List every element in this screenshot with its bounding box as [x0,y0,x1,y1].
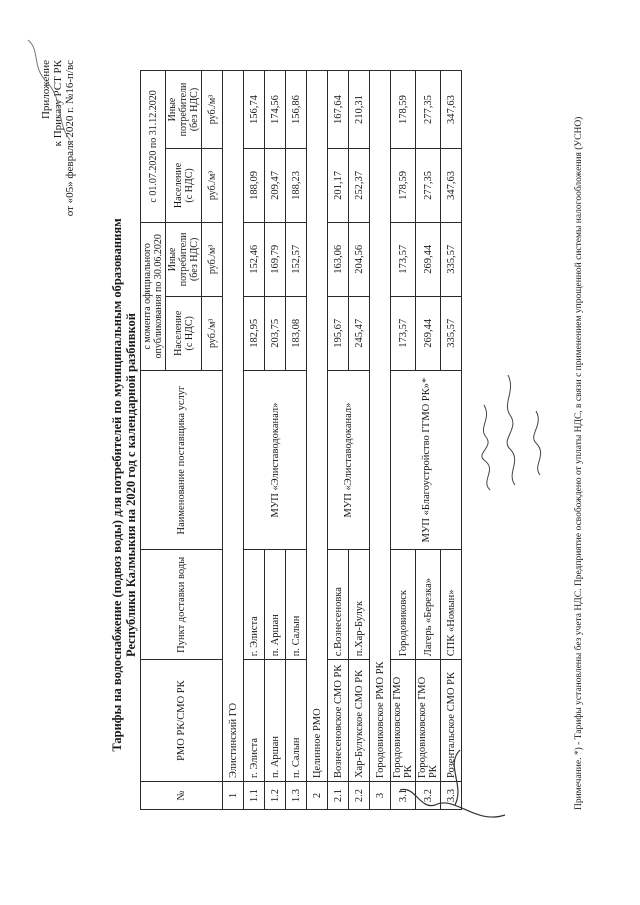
header-p1-population-vat: (с НДС) [183,316,195,351]
cell-p2-pop: 277,35 [416,148,441,222]
cell-p2-pop: 178,59 [391,148,416,222]
cell-p1-pop: 173,57 [391,296,416,370]
cell-rmo: Хар-Булукское СМО РК [349,660,370,782]
cell-p1-other: 173,57 [391,222,416,296]
header-num: № [141,782,223,810]
cell-point: с.Вознесеновка [328,550,349,660]
cell-p1-pop: 245,47 [349,296,370,370]
cell-p1-other: 163,06 [328,222,349,296]
cell-rmo: Розентальское СМО РК [441,660,462,782]
cell-p2-pop: 252,37 [349,148,370,222]
header-p1-population [166,296,202,370]
footnote [573,90,585,810]
header-period-1: с момента официального опубликования по 30.06.2020 [141,222,166,370]
cell-p1-other: 204,56 [349,222,370,296]
cell-p1-pop: 203,75 [265,296,286,370]
table-row [370,71,391,810]
header-period-2: с 01.07.2020 по 31.12.2020 [141,71,166,223]
header-unit-1: руб./м³ [202,296,223,370]
header-unit-3: руб./м³ [202,148,223,222]
cell-p1-pop: 182,95 [244,296,265,370]
table-row [244,71,265,810]
cell-num: 1 [223,782,244,810]
cell-p1-other: 152,57 [286,222,307,296]
header-p2-population [166,148,202,222]
header-unit-4: руб./м³ [202,71,223,149]
appendix-line-3: от «05» февраля 2020 г. №16-п/вс [64,60,76,217]
cell-p1-pop: 195,67 [328,296,349,370]
header-p2-other [166,71,202,149]
table-row [391,71,416,810]
corner-scribble [20,35,80,145]
cell-num: 3 [370,782,391,810]
cell-rmo: Элистинский ГО [223,71,244,782]
cell-point: Лагерь «Березка» [416,550,441,660]
cell-p2-other: 210,31 [349,71,370,149]
title-line-2: Республики Калмыкия на 2020 год с календарной разбивкой [124,313,138,657]
header-p1-other-vat: (без НДС) [189,237,200,282]
cell-num: 3.2 [416,782,441,810]
cell-rmo: Городовиковское ГМО РК [416,660,441,782]
footnote-label: Примечание. [574,757,584,810]
cell-p2-other: 277,35 [416,71,441,149]
cell-rmo: г. Элиста [244,660,265,782]
footnote-text: *) - Тарифы установлены без учета НДС. Предприятие освобождено от уплаты НДС, в связи с применением упрощенной системы налогообложения (УСНО) [574,116,584,756]
header-p1-other [166,222,202,296]
cell-point: п. Аршан [265,550,286,660]
cell-rmo: п. Салын [286,660,307,782]
cell-p1-pop: 335,57 [441,296,462,370]
cell-p1-other: 152,46 [244,222,265,296]
header-point: Пункт доставки воды [141,550,223,660]
cell-p2-pop: 188,23 [286,148,307,222]
cell-p2-other: 156,86 [286,71,307,149]
cell-p2-other: 167,64 [328,71,349,149]
cell-p1-other: 269,44 [416,222,441,296]
handwritten-certification [470,355,560,495]
cell-p2-other: 347,63 [441,71,462,149]
cell-num: 2.2 [349,782,370,810]
cell-rmo: Городовиковское ГМО РК [391,660,416,782]
table-row [307,71,328,810]
header-p1-population-label: Население [172,310,184,356]
cell-rmo: п. Аршан [265,660,286,782]
cell-p2-pop: 347,63 [441,148,462,222]
cell-rmo: Городовиковское РМО РК [370,71,391,782]
cell-point: СПК «Номын» [441,550,462,660]
tariff-table [140,70,462,810]
cell-num: 2.1 [328,782,349,810]
header-p2-population-vat: (с НДС) [183,168,195,203]
cell-p2-other: 178,59 [391,71,416,149]
signature-mark [395,745,515,835]
cell-p1-other: 169,79 [265,222,286,296]
cell-point: п. Салын [286,550,307,660]
cell-p2-other: 174,56 [265,71,286,149]
cell-p2-pop: 201,17 [328,148,349,222]
cell-rmo: Целинное РМО [307,71,328,782]
cell-provider: МУП «Элиставодоканал» [244,370,307,550]
document-title [110,185,138,785]
cell-point: п.Хар-Булук [349,550,370,660]
cell-p1-pop: 269,44 [416,296,441,370]
cell-num: 1.1 [244,782,265,810]
cell-num: 3.3 [441,782,462,810]
cell-provider: МУП «Благоустройство ГГМО РК»* [391,370,462,550]
cell-p2-pop: 188,09 [244,148,265,222]
cell-p2-pop: 209,47 [265,148,286,222]
cell-provider: МУП «Элиставодоканал» [328,370,370,550]
table-row [223,71,244,810]
cell-p1-other: 335,57 [441,222,462,296]
cell-point: г. Элиста [244,550,265,660]
header-provider: Наименование поставщика услуг [141,370,223,550]
cell-num: 2 [307,782,328,810]
cell-point: Городовиковск [391,550,416,660]
header-p2-population-label: Население [172,162,184,209]
header-p2-other-vat: (без НДС) [189,87,200,132]
cell-p1-pop: 183,08 [286,296,307,370]
header-p1-other-label: Иные потребители [167,232,189,287]
appendix-line-1: Приложение [40,60,52,120]
cell-num: 1.2 [265,782,286,810]
cell-rmo: Вознесеновское СМО РК [328,660,349,782]
header-rmo: РМО РК/СМО РК [141,660,223,782]
cell-num: 3.1 [391,782,416,810]
header-p2-other-label: Иные потребители [167,82,189,137]
table-row [328,71,349,810]
cell-num: 1.3 [286,782,307,810]
title-line-1: Тарифы на водоснабжение (подвоз воды) для потребителей по муниципальным образованиям [110,218,124,752]
cell-p2-other: 156,74 [244,71,265,149]
header-unit-2: руб./м³ [202,222,223,296]
appendix-line-2: к Приказу РСТ РК [52,60,64,147]
